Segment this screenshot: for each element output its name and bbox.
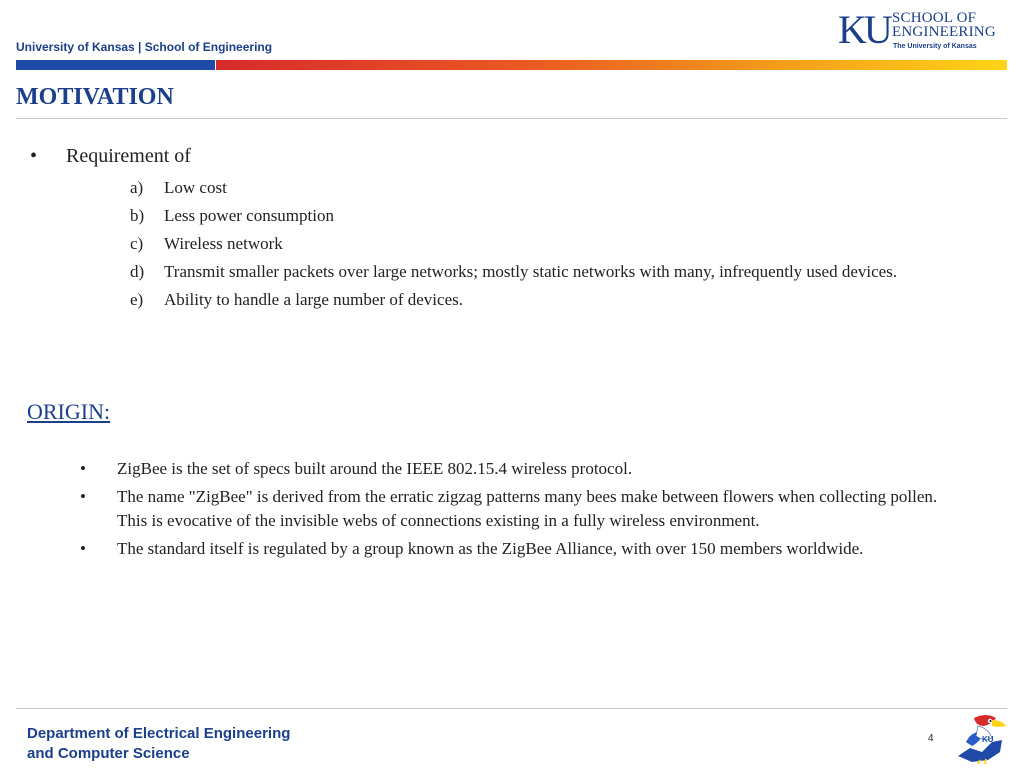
list-item-mark: e)	[130, 290, 144, 309]
list-item-text: Ability to handle a large number of devices.	[164, 290, 463, 309]
list-item-mark: c)	[130, 234, 144, 253]
requirement-sub-list	[130, 176, 960, 316]
logo-school-text	[892, 11, 996, 39]
list-item-mark: d)	[130, 262, 145, 281]
slide-title: MOTIVATION	[16, 84, 174, 110]
list-item	[80, 537, 960, 561]
list-item	[130, 288, 960, 312]
list-item	[130, 260, 960, 284]
logo-line-2: ENGINEERING	[892, 24, 996, 40]
origin-list	[80, 457, 960, 565]
logo-line-1: SCHOOL OF	[892, 10, 977, 26]
bullet-mark: •	[80, 487, 86, 506]
list-item-text: Wireless network	[164, 234, 283, 253]
requirement-bullet-item	[30, 144, 191, 168]
title-divider	[16, 118, 1007, 119]
jayhawk-ku-text: KU	[982, 735, 994, 744]
list-item-text: Low cost	[164, 178, 227, 197]
bullet-mark: •	[30, 145, 38, 167]
list-item-text: ZigBee is the set of specs built around the IEEE 802.15.4 wireless protocol.	[117, 459, 633, 478]
list-item-text: The name "ZigBee" is derived from the erratic zigzag patterns many bees make between flowers when collecting pollen. This is evocative of the invisible webs of connections existing in a fully wireless environment.	[117, 487, 938, 530]
origin-heading: ORIGIN:	[27, 399, 111, 424]
page-number: 4	[928, 733, 934, 744]
header-university-text: University of Kansas | School of Engineering	[16, 40, 273, 54]
list-item-mark: a)	[130, 178, 144, 197]
list-item	[130, 176, 960, 200]
header-bar-blue	[16, 60, 215, 70]
bullet-mark: •	[80, 459, 86, 478]
bullet-mark: •	[80, 539, 86, 558]
ku-logo-mark: KU	[838, 7, 890, 52]
footer-department-line-2: and Computer Science	[27, 745, 190, 762]
jayhawk-icon	[952, 712, 1008, 764]
list-item-text: The standard itself is regulated by a group known as the ZigBee Alliance, with over 150 members worldwide.	[117, 539, 864, 558]
list-item-mark: b)	[130, 206, 145, 225]
list-item	[130, 204, 960, 228]
list-item	[130, 232, 960, 256]
footer-department	[27, 724, 290, 764]
list-item-text: Less power consumption	[164, 206, 334, 225]
requirement-label: Requirement of	[66, 145, 191, 167]
header-bar-gradient	[216, 60, 1007, 70]
list-item-text: Transmit smaller packets over large networks; mostly static networks with many, infrequently used devices.	[164, 262, 898, 281]
list-item	[80, 485, 960, 533]
list-item	[80, 457, 960, 481]
logo-university-text: The University of Kansas	[893, 43, 977, 50]
ku-school-of-engineering-logo	[838, 7, 1008, 54]
footer-divider	[16, 708, 1007, 709]
footer-department-line-1: Department of Electrical Engineering	[27, 725, 291, 742]
